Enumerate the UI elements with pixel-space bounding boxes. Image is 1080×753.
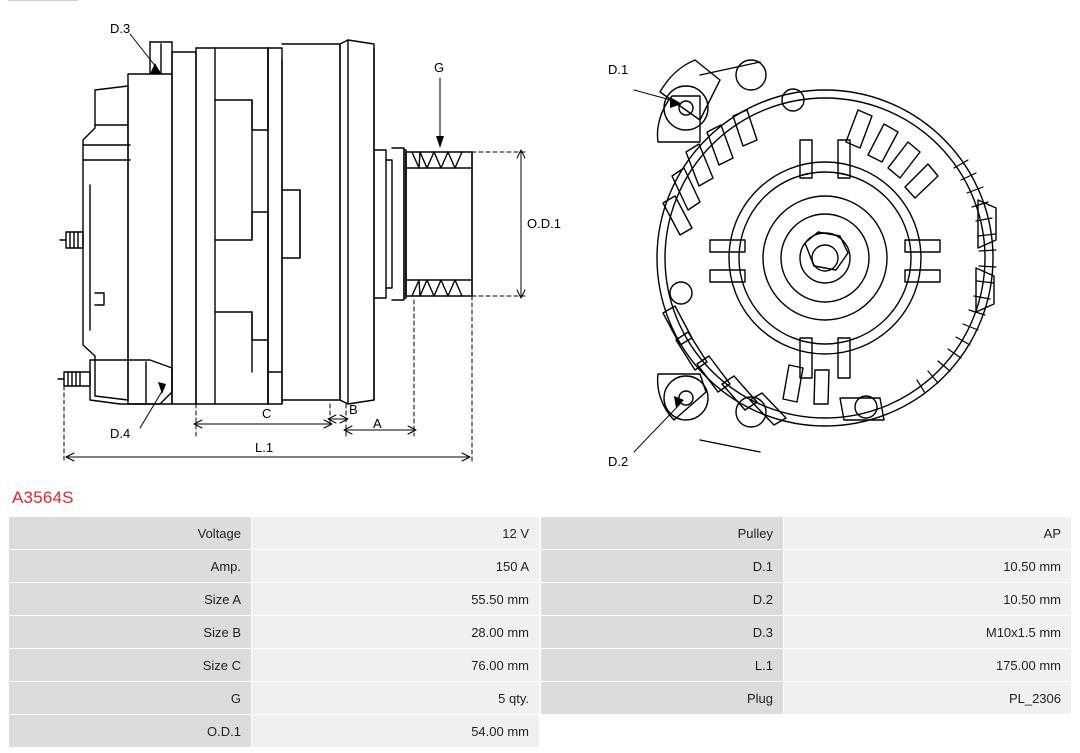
spec-label: Amp. xyxy=(9,550,252,583)
table-row xyxy=(541,616,1072,649)
spec-value: 10.50 mm xyxy=(784,583,1072,616)
label-b: B xyxy=(349,402,358,417)
spec-value: 150 A xyxy=(252,550,540,583)
table-row xyxy=(541,682,1072,715)
spec-label: Pulley xyxy=(541,517,784,550)
spec-value: M10x1.5 mm xyxy=(784,616,1072,649)
table-row xyxy=(9,649,540,682)
spec-label: Size C xyxy=(9,649,252,682)
spec-label: G xyxy=(9,682,252,715)
table-row xyxy=(9,682,540,715)
spec-label: O.D.1 xyxy=(9,715,252,748)
table-row xyxy=(9,550,540,583)
spec-value: 12 V xyxy=(252,517,540,550)
spec-label-empty xyxy=(541,715,784,748)
spec-value-empty xyxy=(784,715,1072,748)
label-d2: D.2 xyxy=(608,454,629,469)
spec-label: D.3 xyxy=(541,616,784,649)
table-row xyxy=(9,616,540,649)
table-row xyxy=(541,715,1072,748)
spec-value: 5 qty. xyxy=(252,682,540,715)
table-row xyxy=(541,550,1072,583)
spec-label: Size B xyxy=(9,616,252,649)
spec-value: 76.00 mm xyxy=(252,649,540,682)
table-row xyxy=(9,517,540,550)
spec-label: D.1 xyxy=(541,550,784,583)
label-c: C xyxy=(262,406,272,421)
spec-value: 175.00 mm xyxy=(784,649,1072,682)
spec-table-left xyxy=(8,516,540,748)
spec-value: 55.50 mm xyxy=(252,583,540,616)
spec-table-right xyxy=(540,516,1072,748)
table-row xyxy=(541,517,1072,550)
spec-value: PL_2306 xyxy=(784,682,1072,715)
spec-value: 28.00 mm xyxy=(252,616,540,649)
spec-value: AP xyxy=(784,517,1072,550)
spec-value: 54.00 mm xyxy=(252,715,540,748)
table-row xyxy=(9,583,540,616)
label-a: A xyxy=(373,416,382,431)
table-row xyxy=(541,649,1072,682)
spec-label: Voltage xyxy=(9,517,252,550)
label-od1: O.D.1 xyxy=(527,216,561,231)
spec-label: Plug xyxy=(541,682,784,715)
specification-tables xyxy=(8,516,1072,748)
label-g: G xyxy=(434,60,445,75)
label-d3: D.3 xyxy=(110,21,131,36)
spec-value: 10.50 mm xyxy=(784,550,1072,583)
spec-label: L.1 xyxy=(541,649,784,682)
part-number: A3564S xyxy=(12,488,74,507)
label-d4: D.4 xyxy=(110,426,131,441)
spec-label: Size A xyxy=(9,583,252,616)
spec-label: D.2 xyxy=(541,583,784,616)
table-row xyxy=(9,715,540,748)
label-l1: L.1 xyxy=(255,440,274,455)
table-row xyxy=(541,583,1072,616)
label-d1: D.1 xyxy=(608,62,629,77)
